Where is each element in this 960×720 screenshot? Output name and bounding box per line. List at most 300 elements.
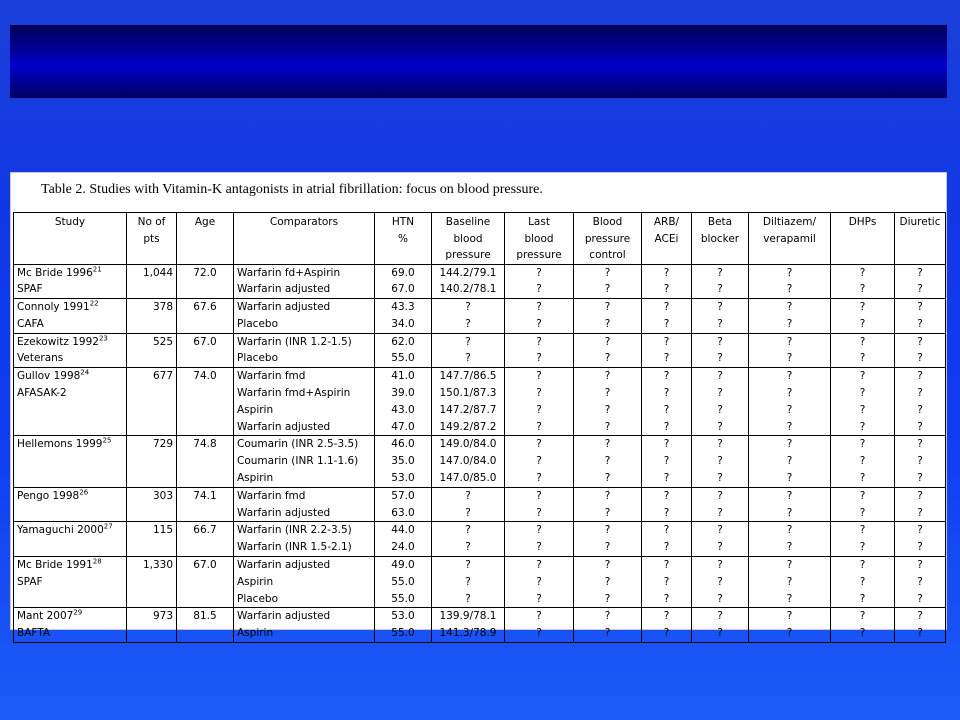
cell-bp-control: ? bbox=[574, 453, 642, 470]
cell-age: 72.0 bbox=[177, 264, 234, 281]
cell-bp-control: ? bbox=[574, 281, 642, 298]
cell-study bbox=[14, 591, 127, 608]
header-bp-control bbox=[574, 213, 642, 265]
cell-bp-control: ? bbox=[574, 625, 642, 642]
cell-bp-control: ? bbox=[574, 591, 642, 608]
cell-study bbox=[14, 470, 127, 487]
cell-last-bp: ? bbox=[505, 264, 574, 281]
cell-htn: 53.0 bbox=[375, 608, 432, 625]
cell-pts: 303 bbox=[127, 487, 177, 504]
cell-comparator: Warfarin adjusted bbox=[234, 281, 375, 298]
cell-diltiazem-verapamil: ? bbox=[749, 402, 831, 419]
study-name: Connoly 1991 bbox=[17, 301, 90, 314]
cell-study bbox=[14, 557, 127, 574]
header-line: No of bbox=[137, 216, 166, 228]
cell-arb-acei: ? bbox=[642, 436, 692, 453]
cell-pts: 115 bbox=[127, 522, 177, 539]
cell-arb-acei: ? bbox=[642, 453, 692, 470]
cell-dhps: ? bbox=[831, 385, 895, 402]
cell-age bbox=[177, 591, 234, 608]
cell-arb-acei: ? bbox=[642, 333, 692, 350]
study-name: AFASAK-2 bbox=[17, 387, 67, 400]
study-name: Pengo 1998 bbox=[17, 489, 80, 502]
cell-bp-control: ? bbox=[574, 333, 642, 350]
cell-last-bp: ? bbox=[505, 608, 574, 625]
cell-htn: 67.0 bbox=[375, 281, 432, 298]
table-caption: Table 2. Studies with Vitamin-K antagonists in atrial fibrillation: focus on blood pressure. bbox=[41, 182, 543, 197]
cell-study bbox=[14, 419, 127, 436]
cell-age bbox=[177, 505, 234, 522]
cell-bp-control: ? bbox=[574, 350, 642, 367]
cell-age: 67.0 bbox=[177, 557, 234, 574]
cell-study bbox=[14, 574, 127, 591]
study-name: SPAF bbox=[17, 575, 43, 588]
cell-arb-acei: ? bbox=[642, 539, 692, 556]
cell-htn: 55.0 bbox=[375, 625, 432, 642]
cell-last-bp: ? bbox=[505, 299, 574, 316]
cell-baseline-bp: ? bbox=[432, 333, 505, 350]
cell-study bbox=[14, 625, 127, 642]
cell-beta-blocker: ? bbox=[692, 402, 749, 419]
cell-study bbox=[14, 402, 127, 419]
cell-comparator: Aspirin bbox=[234, 625, 375, 642]
cell-comparator: Aspirin bbox=[234, 574, 375, 591]
cell-baseline-bp: ? bbox=[432, 350, 505, 367]
cell-baseline-bp: 150.1/87.3 bbox=[432, 385, 505, 402]
table-row bbox=[14, 385, 946, 402]
cell-arb-acei: ? bbox=[642, 264, 692, 281]
table-row bbox=[14, 453, 946, 470]
cell-arb-acei: ? bbox=[642, 487, 692, 504]
cell-age: 74.8 bbox=[177, 436, 234, 453]
cell-comparator: Warfarin adjusted bbox=[234, 557, 375, 574]
cell-baseline-bp: ? bbox=[432, 539, 505, 556]
header-line: pressure bbox=[584, 232, 631, 245]
cell-baseline-bp: 139.9/78.1 bbox=[432, 608, 505, 625]
cell-bp-control: ? bbox=[574, 608, 642, 625]
cell-diltiazem-verapamil: ? bbox=[749, 333, 831, 350]
cell-beta-blocker: ? bbox=[692, 281, 749, 298]
cell-arb-acei: ? bbox=[642, 281, 692, 298]
header-line: blood bbox=[524, 232, 554, 245]
cell-last-bp: ? bbox=[505, 350, 574, 367]
cell-age: 81.5 bbox=[177, 608, 234, 625]
cell-htn: 53.0 bbox=[375, 470, 432, 487]
table-row bbox=[14, 522, 946, 539]
cell-dhps: ? bbox=[831, 522, 895, 539]
table-row bbox=[14, 316, 946, 333]
header-row bbox=[14, 213, 946, 265]
cell-last-bp: ? bbox=[505, 539, 574, 556]
cell-age bbox=[177, 402, 234, 419]
study-name: CAFA bbox=[17, 317, 44, 330]
cell-diltiazem-verapamil: ? bbox=[749, 557, 831, 574]
cell-baseline-bp: ? bbox=[432, 522, 505, 539]
cell-last-bp: ? bbox=[505, 487, 574, 504]
cell-beta-blocker: ? bbox=[692, 487, 749, 504]
cell-dhps: ? bbox=[831, 419, 895, 436]
cell-diltiazem-verapamil: ? bbox=[749, 350, 831, 367]
cell-dhps: ? bbox=[831, 316, 895, 333]
cell-arb-acei: ? bbox=[642, 608, 692, 625]
cell-baseline-bp: 147.7/86.5 bbox=[432, 368, 505, 385]
cell-last-bp: ? bbox=[505, 522, 574, 539]
cell-age bbox=[177, 625, 234, 642]
cell-comparator: Placebo bbox=[234, 316, 375, 333]
cell-baseline-bp: ? bbox=[432, 487, 505, 504]
study-name: Mc Bride 1991 bbox=[17, 559, 93, 572]
cell-htn: 46.0 bbox=[375, 436, 432, 453]
cell-bp-control: ? bbox=[574, 264, 642, 281]
header-no-of-pts bbox=[127, 213, 177, 265]
cell-age bbox=[177, 316, 234, 333]
cell-diltiazem-verapamil: ? bbox=[749, 385, 831, 402]
cell-beta-blocker: ? bbox=[692, 591, 749, 608]
cell-comparator: Aspirin bbox=[234, 470, 375, 487]
cell-dhps: ? bbox=[831, 625, 895, 642]
header-dhps bbox=[831, 213, 895, 265]
cell-dhps: ? bbox=[831, 264, 895, 281]
cell-age: 67.0 bbox=[177, 333, 234, 350]
cell-arb-acei: ? bbox=[642, 470, 692, 487]
reference-number: 24 bbox=[80, 368, 90, 377]
cell-comparator: Warfarin adjusted bbox=[234, 608, 375, 625]
cell-diltiazem-verapamil: ? bbox=[749, 453, 831, 470]
cell-baseline-bp: 147.0/85.0 bbox=[432, 470, 505, 487]
table-row bbox=[14, 264, 946, 281]
cell-diltiazem-verapamil: ? bbox=[749, 419, 831, 436]
cell-beta-blocker: ? bbox=[692, 419, 749, 436]
cell-comparator: Coumarin (INR 2.5-3.5) bbox=[234, 436, 375, 453]
cell-last-bp: ? bbox=[505, 505, 574, 522]
cell-dhps: ? bbox=[831, 574, 895, 591]
cell-age: 66.7 bbox=[177, 522, 234, 539]
cell-pts: 677 bbox=[127, 368, 177, 385]
cell-arb-acei: ? bbox=[642, 625, 692, 642]
cell-last-bp: ? bbox=[505, 281, 574, 298]
cell-diltiazem-verapamil: ? bbox=[749, 539, 831, 556]
cell-beta-blocker: ? bbox=[692, 316, 749, 333]
cell-comparator: Warfarin adjusted bbox=[234, 419, 375, 436]
cell-study bbox=[14, 522, 127, 539]
cell-htn: 55.0 bbox=[375, 350, 432, 367]
header-diuretic bbox=[895, 213, 946, 265]
cell-beta-blocker: ? bbox=[692, 574, 749, 591]
cell-diuretic: ? bbox=[895, 539, 946, 556]
cell-htn: 69.0 bbox=[375, 264, 432, 281]
reference-number: 27 bbox=[103, 522, 113, 531]
header-line: blood bbox=[453, 232, 483, 245]
cell-bp-control: ? bbox=[574, 419, 642, 436]
header-line: HTN bbox=[391, 216, 415, 228]
study-name: BAFTA bbox=[17, 627, 51, 640]
cell-study bbox=[14, 608, 127, 625]
header-beta-blocker bbox=[692, 213, 749, 265]
cell-beta-blocker: ? bbox=[692, 385, 749, 402]
cell-arb-acei: ? bbox=[642, 419, 692, 436]
table-row bbox=[14, 539, 946, 556]
cell-baseline-bp: 147.2/87.7 bbox=[432, 402, 505, 419]
table-row bbox=[14, 608, 946, 625]
cell-beta-blocker: ? bbox=[692, 453, 749, 470]
table-image bbox=[10, 172, 947, 640]
cell-age bbox=[177, 385, 234, 402]
header-diltiazem-verapamil bbox=[749, 213, 831, 265]
cell-bp-control: ? bbox=[574, 299, 642, 316]
cell-comparator: Warfarin fmd bbox=[234, 487, 375, 504]
table-row bbox=[14, 350, 946, 367]
cell-diuretic: ? bbox=[895, 505, 946, 522]
cell-diltiazem-verapamil: ? bbox=[749, 505, 831, 522]
header-htn bbox=[375, 213, 432, 265]
cell-bp-control: ? bbox=[574, 470, 642, 487]
cell-htn: 24.0 bbox=[375, 539, 432, 556]
cell-beta-blocker: ? bbox=[692, 299, 749, 316]
cell-last-bp: ? bbox=[505, 419, 574, 436]
cell-dhps: ? bbox=[831, 505, 895, 522]
cell-study bbox=[14, 350, 127, 367]
cell-htn: 44.0 bbox=[375, 522, 432, 539]
study-name: SPAF bbox=[17, 283, 43, 296]
header-study bbox=[14, 213, 127, 265]
cell-diltiazem-verapamil: ? bbox=[749, 436, 831, 453]
cell-htn: 63.0 bbox=[375, 505, 432, 522]
cell-htn: 35.0 bbox=[375, 453, 432, 470]
header-line: Baseline bbox=[445, 216, 491, 228]
cell-pts bbox=[127, 385, 177, 402]
cell-pts: 378 bbox=[127, 299, 177, 316]
header-arb-acei bbox=[642, 213, 692, 265]
cell-age: 74.0 bbox=[177, 368, 234, 385]
header-line: Last bbox=[528, 216, 550, 228]
cell-comparator: Warfarin fmd+Aspirin bbox=[234, 385, 375, 402]
cell-pts bbox=[127, 419, 177, 436]
cell-pts bbox=[127, 316, 177, 333]
cell-comparator: Aspirin bbox=[234, 402, 375, 419]
table-row bbox=[14, 625, 946, 642]
cell-beta-blocker: ? bbox=[692, 333, 749, 350]
table-row bbox=[14, 368, 946, 385]
table-row bbox=[14, 281, 946, 298]
cell-pts: 1,044 bbox=[127, 264, 177, 281]
cell-diuretic: ? bbox=[895, 264, 946, 281]
cell-age bbox=[177, 350, 234, 367]
cell-bp-control: ? bbox=[574, 574, 642, 591]
cell-pts bbox=[127, 625, 177, 642]
cell-htn: 39.0 bbox=[375, 385, 432, 402]
cell-baseline-bp: ? bbox=[432, 299, 505, 316]
cell-age bbox=[177, 539, 234, 556]
cell-study bbox=[14, 436, 127, 453]
cell-diltiazem-verapamil: ? bbox=[749, 608, 831, 625]
cell-arb-acei: ? bbox=[642, 316, 692, 333]
cell-beta-blocker: ? bbox=[692, 470, 749, 487]
cell-last-bp: ? bbox=[505, 368, 574, 385]
cell-arb-acei: ? bbox=[642, 368, 692, 385]
table-row bbox=[14, 419, 946, 436]
header-age bbox=[177, 213, 234, 265]
reference-number: 29 bbox=[73, 608, 83, 617]
cell-comparator: Warfarin (INR 1.5-2.1) bbox=[234, 539, 375, 556]
cell-comparator: Warfarin fmd bbox=[234, 368, 375, 385]
cell-study bbox=[14, 385, 127, 402]
cell-htn: 43.0 bbox=[375, 402, 432, 419]
cell-last-bp: ? bbox=[505, 574, 574, 591]
cell-age: 74.1 bbox=[177, 487, 234, 504]
cell-bp-control: ? bbox=[574, 487, 642, 504]
cell-diuretic: ? bbox=[895, 470, 946, 487]
cell-baseline-bp: 141.3/78.9 bbox=[432, 625, 505, 642]
cell-diltiazem-verapamil: ? bbox=[749, 299, 831, 316]
header-line: ARB/ bbox=[653, 216, 680, 228]
cell-bp-control: ? bbox=[574, 385, 642, 402]
cell-last-bp: ? bbox=[505, 436, 574, 453]
study-name: Mc Bride 1996 bbox=[17, 266, 93, 279]
cell-baseline-bp: 149.2/87.2 bbox=[432, 419, 505, 436]
cell-baseline-bp: 140.2/78.1 bbox=[432, 281, 505, 298]
cell-beta-blocker: ? bbox=[692, 350, 749, 367]
header-line: Diuretic bbox=[899, 216, 941, 228]
cell-study bbox=[14, 299, 127, 316]
table-row bbox=[14, 402, 946, 419]
cell-last-bp: ? bbox=[505, 333, 574, 350]
cell-last-bp: ? bbox=[505, 470, 574, 487]
cell-study bbox=[14, 316, 127, 333]
cell-arb-acei: ? bbox=[642, 505, 692, 522]
table-row bbox=[14, 436, 946, 453]
cell-pts: 1,330 bbox=[127, 557, 177, 574]
cell-baseline-bp: ? bbox=[432, 591, 505, 608]
cell-diuretic: ? bbox=[895, 591, 946, 608]
cell-htn: 62.0 bbox=[375, 333, 432, 350]
header-line: verapamil bbox=[763, 232, 816, 245]
reference-number: 26 bbox=[79, 488, 89, 497]
cell-diuretic: ? bbox=[895, 385, 946, 402]
cell-beta-blocker: ? bbox=[692, 436, 749, 453]
cell-beta-blocker: ? bbox=[692, 539, 749, 556]
cell-baseline-bp: 147.0/84.0 bbox=[432, 453, 505, 470]
cell-comparator: Placebo bbox=[234, 591, 375, 608]
cell-arb-acei: ? bbox=[642, 557, 692, 574]
cell-diuretic: ? bbox=[895, 625, 946, 642]
cell-diuretic: ? bbox=[895, 436, 946, 453]
cell-arb-acei: ? bbox=[642, 522, 692, 539]
cell-study bbox=[14, 453, 127, 470]
cell-pts: 729 bbox=[127, 436, 177, 453]
cell-diuretic: ? bbox=[895, 299, 946, 316]
cell-age: 67.6 bbox=[177, 299, 234, 316]
reference-number: 28 bbox=[92, 557, 102, 566]
cell-study bbox=[14, 505, 127, 522]
table-row bbox=[14, 487, 946, 504]
cell-bp-control: ? bbox=[574, 368, 642, 385]
cell-comparator: Warfarin (INR 2.2-3.5) bbox=[234, 522, 375, 539]
cell-last-bp: ? bbox=[505, 316, 574, 333]
cell-diuretic: ? bbox=[895, 350, 946, 367]
cell-diuretic: ? bbox=[895, 419, 946, 436]
cell-dhps: ? bbox=[831, 350, 895, 367]
slide-title-bar bbox=[10, 25, 947, 98]
cell-last-bp: ? bbox=[505, 402, 574, 419]
cell-comparator: Warfarin fd+Aspirin bbox=[234, 264, 375, 281]
cell-last-bp: ? bbox=[505, 557, 574, 574]
header-line: Blood bbox=[592, 216, 623, 228]
cell-htn: 57.0 bbox=[375, 487, 432, 504]
cell-diltiazem-verapamil: ? bbox=[749, 281, 831, 298]
cell-bp-control: ? bbox=[574, 402, 642, 419]
header-comparators bbox=[234, 213, 375, 265]
header-line: control bbox=[589, 249, 626, 261]
cell-dhps: ? bbox=[831, 333, 895, 350]
table-row bbox=[14, 574, 946, 591]
cell-htn: 47.0 bbox=[375, 419, 432, 436]
cell-diuretic: ? bbox=[895, 316, 946, 333]
studies-table bbox=[13, 212, 946, 643]
cell-diuretic: ? bbox=[895, 574, 946, 591]
cell-study bbox=[14, 539, 127, 556]
table-row bbox=[14, 470, 946, 487]
cell-dhps: ? bbox=[831, 368, 895, 385]
cell-arb-acei: ? bbox=[642, 591, 692, 608]
cell-diuretic: ? bbox=[895, 522, 946, 539]
cell-htn: 43.3 bbox=[375, 299, 432, 316]
cell-diltiazem-verapamil: ? bbox=[749, 470, 831, 487]
cell-bp-control: ? bbox=[574, 436, 642, 453]
cell-bp-control: ? bbox=[574, 316, 642, 333]
cell-age bbox=[177, 574, 234, 591]
cell-pts bbox=[127, 574, 177, 591]
cell-pts bbox=[127, 453, 177, 470]
cell-baseline-bp: ? bbox=[432, 574, 505, 591]
header-line: DHPs bbox=[848, 216, 877, 228]
cell-pts: 973 bbox=[127, 608, 177, 625]
cell-pts bbox=[127, 281, 177, 298]
cell-pts bbox=[127, 470, 177, 487]
cell-pts bbox=[127, 505, 177, 522]
cell-htn: 55.0 bbox=[375, 574, 432, 591]
header-line: Diltiazem/ bbox=[762, 216, 817, 228]
table-row bbox=[14, 557, 946, 574]
cell-dhps: ? bbox=[831, 281, 895, 298]
cell-last-bp: ? bbox=[505, 591, 574, 608]
cell-age bbox=[177, 281, 234, 298]
table-row bbox=[14, 505, 946, 522]
cell-diuretic: ? bbox=[895, 281, 946, 298]
study-name: Gullov 1998 bbox=[17, 370, 81, 383]
cell-dhps: ? bbox=[831, 608, 895, 625]
cell-diuretic: ? bbox=[895, 487, 946, 504]
cell-age bbox=[177, 453, 234, 470]
cell-last-bp: ? bbox=[505, 625, 574, 642]
cell-dhps: ? bbox=[831, 591, 895, 608]
cell-diuretic: ? bbox=[895, 453, 946, 470]
cell-comparator: Placebo bbox=[234, 350, 375, 367]
cell-diltiazem-verapamil: ? bbox=[749, 316, 831, 333]
cell-arb-acei: ? bbox=[642, 574, 692, 591]
study-name: Ezekowitz 1992 bbox=[17, 335, 99, 348]
cell-pts: 525 bbox=[127, 333, 177, 350]
cell-dhps: ? bbox=[831, 487, 895, 504]
cell-baseline-bp: ? bbox=[432, 316, 505, 333]
cell-age bbox=[177, 470, 234, 487]
cell-diltiazem-verapamil: ? bbox=[749, 591, 831, 608]
cell-bp-control: ? bbox=[574, 539, 642, 556]
cell-baseline-bp: ? bbox=[432, 505, 505, 522]
cell-beta-blocker: ? bbox=[692, 522, 749, 539]
cell-diuretic: ? bbox=[895, 608, 946, 625]
cell-arb-acei: ? bbox=[642, 385, 692, 402]
study-name: Veterans bbox=[17, 352, 64, 365]
